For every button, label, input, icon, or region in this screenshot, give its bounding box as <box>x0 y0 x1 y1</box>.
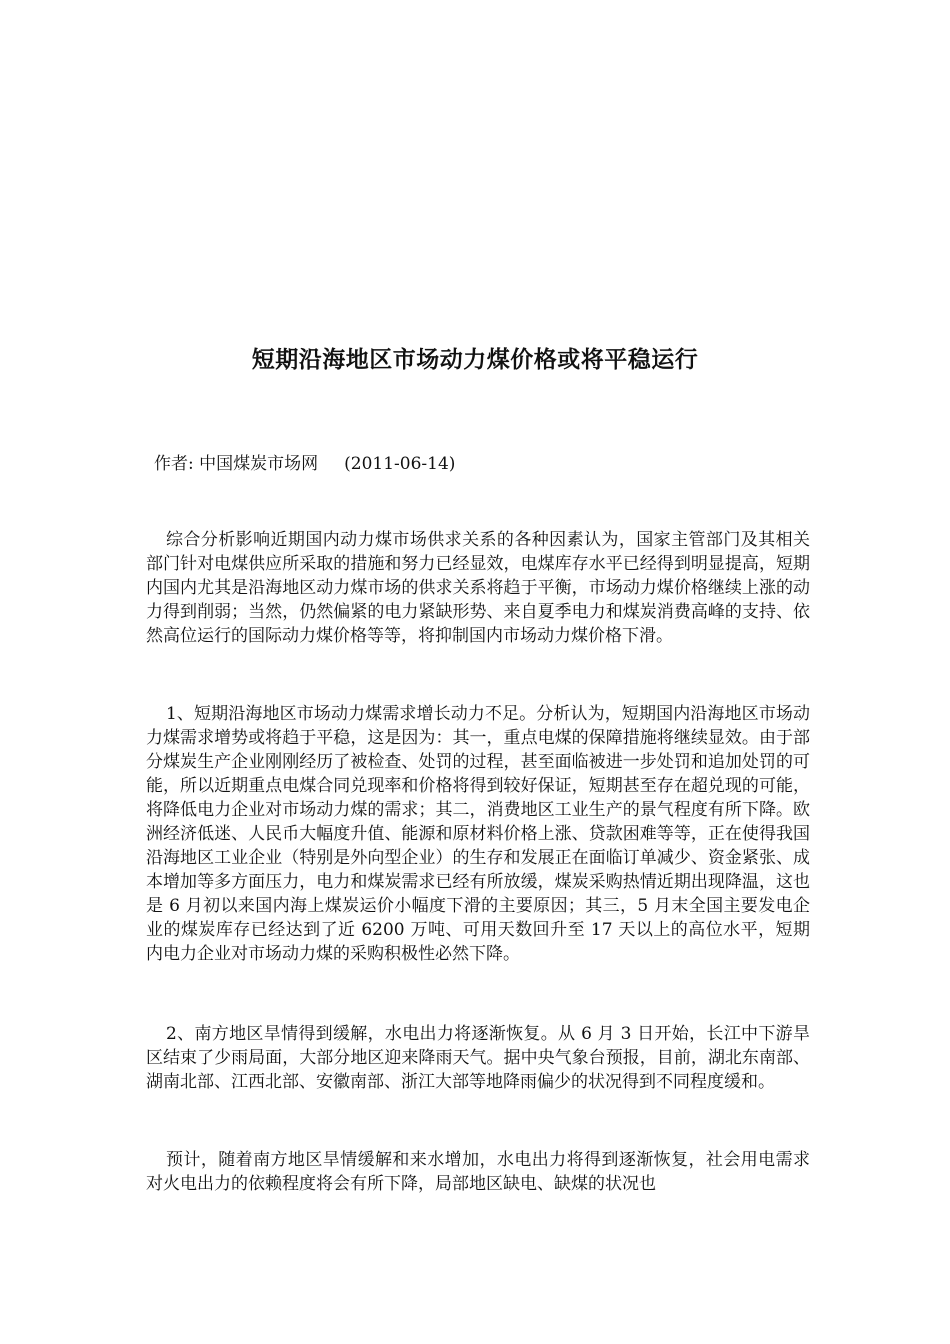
byline-date: (2011-06-14) <box>344 454 456 474</box>
body-paragraph: 2、南方地区旱情得到缓解，水电出力将逐渐恢复。从 6 月 3 日开始，长江中下游旱区结束了少雨局面，大部分地区迎来降雨天气。据中央气象台预报，目前，湖北东南部、湖南北部、江西北部、安徽南部、浙江大部等地降雨偏少的状况得到不同程度缓和。 <box>146 1024 810 1092</box>
byline <box>154 452 455 476</box>
body-paragraph: 预计，随着南方地区旱情缓解和来水增加，水电出力将得到逐渐恢复，社会用电需求对火电出力的依赖程度将会有所下降，局部地区缺电、缺煤的状况也 <box>146 1150 810 1194</box>
byline-author: 作者: 中国煤炭市场网 <box>154 454 319 474</box>
body-paragraph: 1、短期沿海地区市场动力煤需求增长动力不足。分析认为，短期国内沿海地区市场动力煤需求增势或将趋于平稳，这是因为：其一，重点电煤的保障措施将继续显效。由于部分煤炭生产企业刚刚经历了被检查、处罚的过程，甚至面临被进一步处罚和追加处罚的可能，所以近期重点电煤合同兑现率和价格将得到较好保证，短期甚至存在超兑现的可能，将降低电力企业对市场动力煤的需求；其二，消费地区工业生产的景气程度有所下降。欧洲经济低迷、人民币大幅度升值、能源和原材料价格上涨、贷款困难等等，正在使得我国沿海地区工业企业（特别是外向型企业）的生存和发展正在面临订单减少、资金紧张、成本增加等多方面压力，电力和煤炭需求已经有所放缓，煤炭采购热情近期出现降温，这也是 6 月初以来国内海上煤炭运价小幅度下滑的主要原因；其三，5 月末全国主要发电企业的煤炭库存已经达到了近 6200 万吨、可用天数回升至 17 天以上的高位水平，短期内电力企业对市场动力煤的采购积极性必然下降。 <box>146 704 810 964</box>
document-title: 短期沿海地区市场动力煤价格或将平稳运行 <box>251 346 699 373</box>
body-paragraph: 综合分析影响近期国内动力煤市场供求关系的各种因素认为，国家主管部门及其相关部门针对电煤供应所采取的措施和努力已经显效，电煤库存水平已经得到明显提高，短期内国内尤其是沿海地区动力煤市场的供求关系将趋于平衡，市场动力煤价格继续上涨的动力得到削弱；当然，仍然偏紧的电力紧缺形势、来自夏季电力和煤炭消费高峰的支持、依然高位运行的国际动力煤价格等等，将抑制国内市场动力煤价格下滑。 <box>146 530 810 646</box>
